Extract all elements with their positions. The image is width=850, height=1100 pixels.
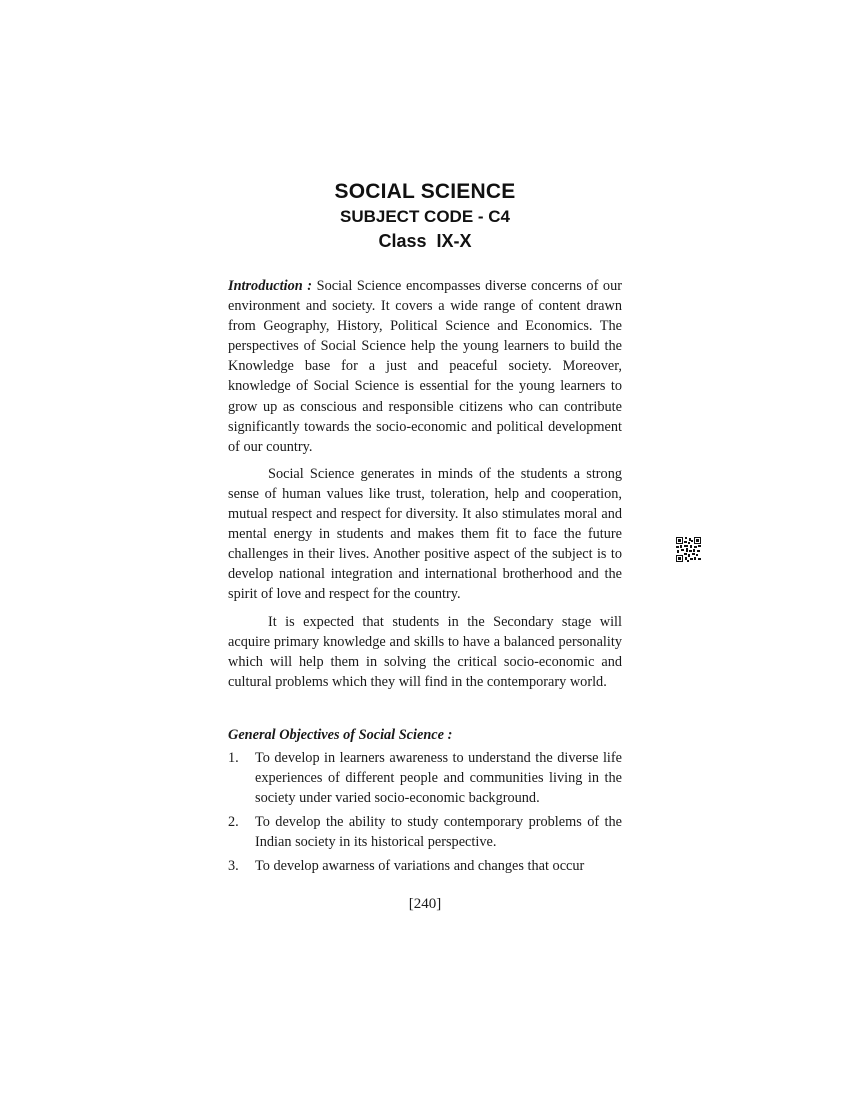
subject-code: SUBJECT CODE - C4 xyxy=(339,207,511,226)
class-label: Class IX-X xyxy=(378,231,472,251)
intro-paragraph-3: It is expected that students in the Secondary stage will acquire primary knowledge and skills to have a balanced personality which will help them in solving the critical socio-economic and cultural problems which they will find in the contemporary world. xyxy=(228,613,622,690)
list-item xyxy=(228,812,622,852)
page-title: SOCIAL SCIENCE xyxy=(334,180,516,203)
intro-paragraph-1-text: Social Science encompasses diverse concerns of our environment and society. It covers a wide range of content drawn from Geography, History, Political Science and Economics. The perspectives of Social Science help the young learners to build the Knowledge base for a just and peaceful society. Moreover, knowledge of Social Science is essential for the young learners to grow up as conscious and responsible citizens who can contribute significantly towards the socio-economic and political development of our country. xyxy=(228,278,622,455)
intro-paragraph-1 xyxy=(228,276,622,457)
objectives-list xyxy=(228,748,622,877)
list-item-text: To develop the ability to study contemporary problems of the Indian society in its historical perspective. xyxy=(255,814,622,851)
intro-paragraph-2: Social Science generates in minds of the students a strong sense of human values like trust, toleration, help and cooperation, mutual respect and respect for diversity. It also stimulates moral and mental energy in students and makes them fit to face the future challenges in their lives. Another positive aspect of the subject is to develop national integration and international brotherhood and the spirit of love and respect for the country. xyxy=(228,465,622,603)
list-item-text: To develop in learners awareness to understand the diverse life experiences of different people and communities living in the society under varied socio-economic background. xyxy=(255,749,622,807)
objectives-heading: General Objectives of Social Science : xyxy=(228,726,453,743)
list-item-number: 2. xyxy=(228,814,239,831)
list-item-number: 1. xyxy=(228,749,239,766)
intro-label: Introduction : xyxy=(228,278,313,294)
list-item xyxy=(228,748,622,808)
list-item-number: 3. xyxy=(228,858,239,875)
qr-code-icon[interactable] xyxy=(676,537,701,562)
list-item-text: To develop awarness of variations and changes that occur xyxy=(255,858,585,875)
page-number: [240] xyxy=(408,896,442,912)
list-item xyxy=(228,856,622,876)
main-content xyxy=(228,276,622,881)
